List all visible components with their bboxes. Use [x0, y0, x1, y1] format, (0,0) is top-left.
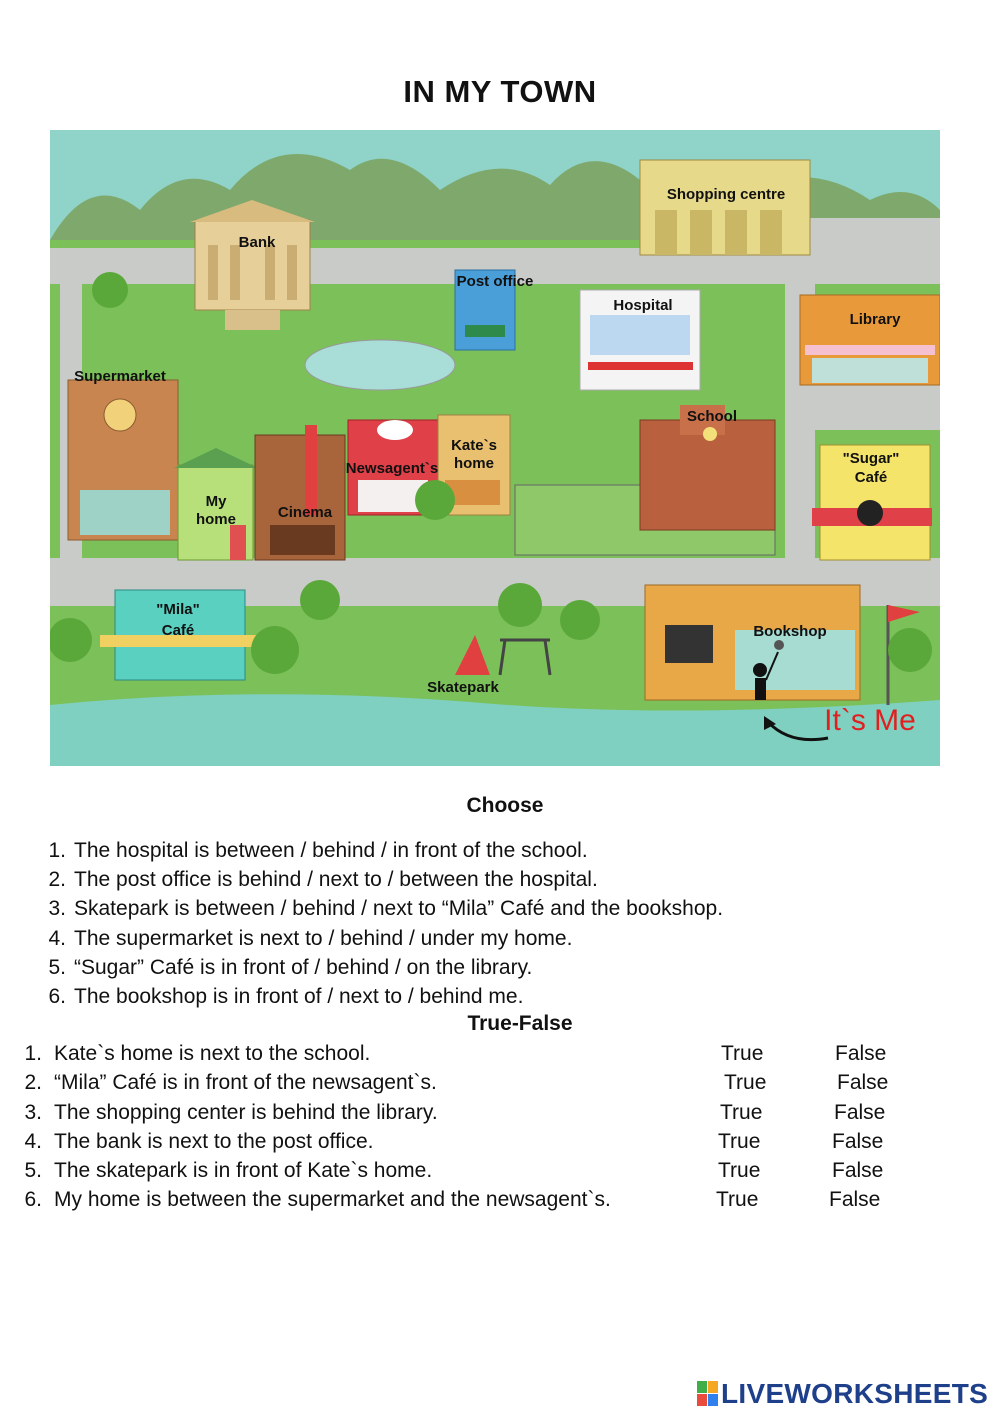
true-false-item	[20, 1127, 980, 1156]
choose-item	[30, 894, 723, 923]
label-my-home-line2: home	[195, 511, 237, 528]
liveworksheets-wordmark: LIVEWORKSHEETS	[721, 1378, 989, 1409]
label-cinema: Cinema	[277, 504, 333, 521]
tf-item-number: 6.	[24, 1188, 42, 1212]
road-side	[790, 380, 940, 430]
choose-heading: Choose	[466, 794, 544, 817]
cinema-building	[255, 425, 345, 560]
choose-item-number: 1.	[48, 839, 66, 862]
label-bookshop: Bookshop	[753, 623, 827, 640]
choose-item-text: Skatepark is between / behind / next to “Mila” Café and the bookshop.	[74, 897, 724, 921]
false-option[interactable]: False	[834, 1100, 886, 1124]
bookshop-building	[645, 585, 860, 700]
liveworksheets-logo-icon	[697, 1381, 719, 1407]
tf-item-text: The skatepark is in front of Kate`s home.	[54, 1159, 433, 1183]
choose-item	[30, 924, 723, 953]
choose-item	[30, 836, 723, 865]
true-false-item	[20, 1039, 980, 1068]
label-bank: Bank	[238, 234, 276, 251]
supermarket-building	[68, 380, 178, 540]
fountain	[305, 340, 455, 390]
true-false-item	[20, 1185, 980, 1214]
false-option[interactable]: False	[829, 1188, 881, 1212]
choose-item	[30, 865, 723, 894]
label-post-office: Post office	[456, 273, 534, 290]
true-option[interactable]: True	[724, 1071, 767, 1095]
choose-item-text: The bookshop is in front of / next to / behind me.	[74, 984, 524, 1008]
page-title: IN MY TOWN	[403, 74, 597, 109]
town-map	[50, 130, 940, 766]
label-my-home-line1: My	[205, 493, 227, 510]
choose-item-number: 3.	[48, 897, 66, 921]
true-false-heading: True-False	[467, 1012, 573, 1035]
label-mila-cafe-line1: "Mila"	[156, 601, 200, 618]
label-newsagents: Newsagent`s	[345, 460, 439, 477]
choose-item-number: 6.	[48, 984, 66, 1008]
choose-item	[30, 982, 723, 1011]
choose-item-text: The hospital is between / behind / in front of the school.	[74, 839, 588, 862]
true-option[interactable]: True	[716, 1188, 759, 1212]
liveworksheets-logo	[697, 1378, 988, 1410]
false-option[interactable]: False	[832, 1129, 884, 1153]
true-option[interactable]: True	[721, 1042, 764, 1065]
true-false-item	[20, 1156, 980, 1185]
tf-item-number: 3.	[24, 1100, 42, 1124]
tf-item-number: 4.	[24, 1129, 42, 1153]
choose-item	[30, 953, 723, 982]
label-school: School	[686, 408, 738, 425]
town-map-illustration	[50, 130, 940, 766]
tf-item-number: 5.	[24, 1159, 42, 1183]
false-option[interactable]: False	[835, 1042, 887, 1065]
choose-item-number: 4.	[48, 926, 66, 950]
label-skatepark: Skatepark	[427, 679, 499, 696]
tf-item-number: 2.	[24, 1071, 42, 1095]
choose-item-number: 5.	[48, 955, 66, 979]
choose-list	[30, 836, 723, 1011]
label-mila-cafe-line2: Café	[161, 622, 195, 639]
choose-item-text: The post office is behind / next to / between the hospital.	[74, 868, 598, 892]
label-sugar-cafe-line2: Café	[854, 469, 888, 486]
tf-item-text: The bank is next to the post office.	[54, 1129, 374, 1153]
false-option[interactable]: False	[832, 1159, 884, 1183]
choose-item-text: The supermarket is next to / behind / under my home.	[74, 926, 573, 950]
label-library: Library	[849, 311, 901, 328]
tf-item-text: Kate`s home is next to the school.	[54, 1042, 371, 1065]
label-its-me: It`s Me	[824, 704, 916, 737]
bank-building	[190, 200, 315, 330]
true-false-item	[20, 1098, 980, 1127]
label-hospital: Hospital	[613, 297, 673, 314]
road-parking	[810, 218, 940, 254]
true-option[interactable]: True	[718, 1159, 761, 1183]
true-false-list	[20, 1039, 980, 1215]
library-building	[800, 295, 940, 385]
shopping-centre-building	[640, 160, 810, 255]
label-kates-home-line1: Kate`s	[451, 437, 497, 454]
choose-item-number: 2.	[48, 868, 66, 892]
tf-item-number: 1.	[24, 1042, 42, 1065]
false-option[interactable]: False	[837, 1071, 889, 1095]
label-kates-home-line2: home	[453, 455, 495, 472]
tf-item-text: “Mila” Café is in front of the newsagent`s.	[54, 1071, 437, 1095]
true-false-item	[20, 1068, 980, 1097]
tf-item-text: My home is between the supermarket and the newsagent`s.	[54, 1188, 611, 1212]
true-option[interactable]: True	[720, 1100, 763, 1124]
label-shopping-centre: Shopping centre	[666, 186, 786, 203]
true-option[interactable]: True	[718, 1129, 761, 1153]
label-supermarket: Supermarket	[74, 368, 166, 385]
choose-item-text: “Sugar” Café is in front of / behind / on the library.	[74, 955, 533, 979]
label-sugar-cafe-line1: "Sugar"	[842, 450, 900, 467]
tf-item-text: The shopping center is behind the library.	[54, 1100, 438, 1124]
